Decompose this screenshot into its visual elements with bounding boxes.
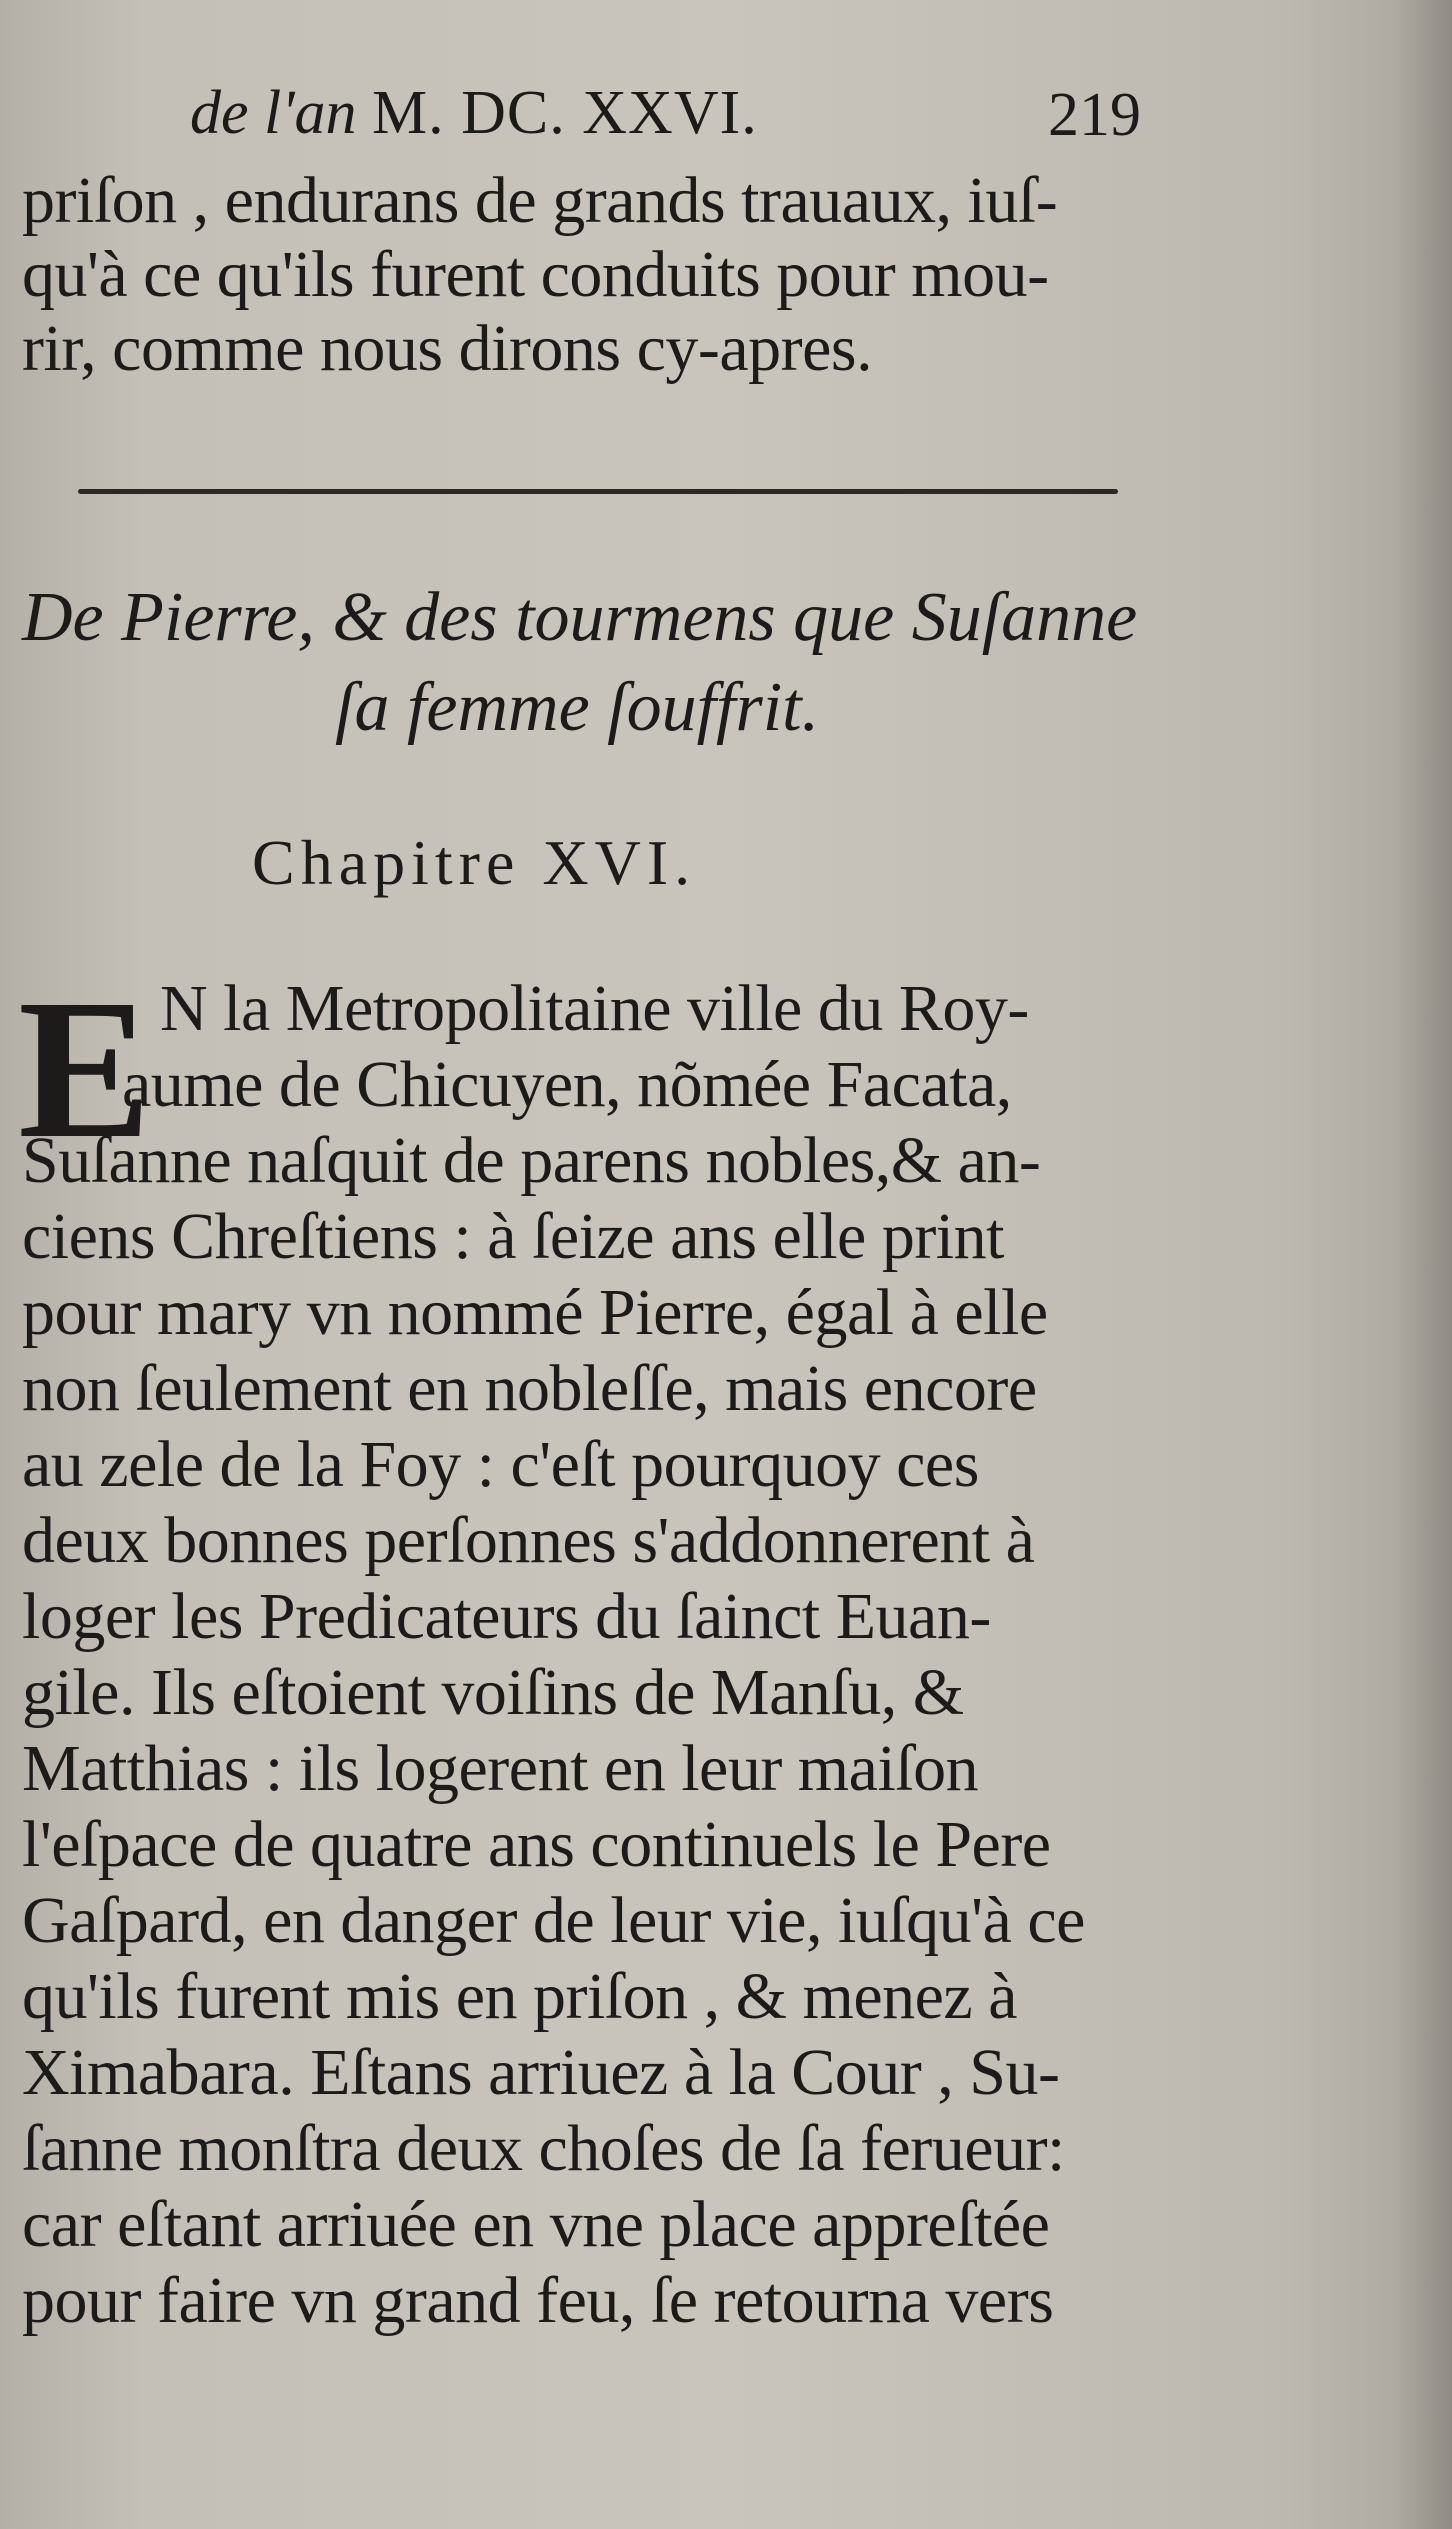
running-head-year: M. DC. XXVI. xyxy=(372,79,758,147)
body-line: loger les Predicateurs du ſainct Euan- xyxy=(22,1580,991,1653)
page-number: 219 xyxy=(1048,81,1141,149)
body-line: deux bonnes perſonnes s'addonnerent à xyxy=(22,1504,1035,1577)
body-line: pour faire vn grand feu, ſe retourna vers xyxy=(22,2264,1054,2337)
body-line: qu'ils furent mis en priſon , & menez à xyxy=(22,1960,1017,2033)
body-line: au zele de la Foy : c'eſt pourquoy ces xyxy=(22,1428,979,1501)
body-line: N la Metropolitaine ville du Roy- xyxy=(160,972,1029,1045)
body-line: Matthias : ils logerent en leur maiſon xyxy=(22,1732,979,1805)
body-line: ſanne monſtra deux choſes de ſa ferueur: xyxy=(22,2112,1065,2185)
carryover-line: rir, comme nous dirons cy-apres. xyxy=(22,312,873,385)
chapter-heading-line1: De Pierre, & des tourmens que Suſanne xyxy=(22,579,1138,656)
body-line: car eſtant arriuée en vne place appreſtée xyxy=(22,2188,1050,2261)
body-line: ciens Chreſtiens : à ſeize ans elle print xyxy=(22,1200,1004,1273)
body-line: l'eſpace de quatre ans continuels le Pere xyxy=(22,1808,1051,1881)
drop-cap: E xyxy=(18,959,152,1180)
carryover-line: priſon , endurans de grands trauaux, iuſ- xyxy=(22,164,1058,237)
body-line: aume de Chicuyen, nõmée Facata, xyxy=(122,1048,1012,1121)
chapter-label: Chapitre XVI. xyxy=(252,827,697,898)
chapter-heading-line2: ſa femme ſouffrit. xyxy=(335,669,820,746)
body-line: gile. Ils eſtoient voiſins de Manſu, & xyxy=(22,1656,964,1729)
body-line: Ximabara. Eſtans arriuez à la Cour , Su- xyxy=(22,2036,1060,2109)
page-gutter-shadow xyxy=(1392,0,1452,2529)
body-line: Gaſpard, en danger de leur vie, iuſqu'à ce xyxy=(22,1884,1085,1957)
section-divider xyxy=(78,489,1118,494)
running-head-prefix: de l'an xyxy=(190,79,357,147)
body-line: pour mary vn nommé Pierre, égal à elle xyxy=(22,1276,1048,1349)
carryover-line: qu'à ce qu'ils furent conduits pour mou- xyxy=(22,238,1049,311)
running-head xyxy=(190,78,758,149)
body-line: Suſanne naſquit de parens nobles,& an- xyxy=(22,1124,1041,1197)
body-line: non ſeulement en nobleſſe, mais encore xyxy=(22,1352,1037,1425)
